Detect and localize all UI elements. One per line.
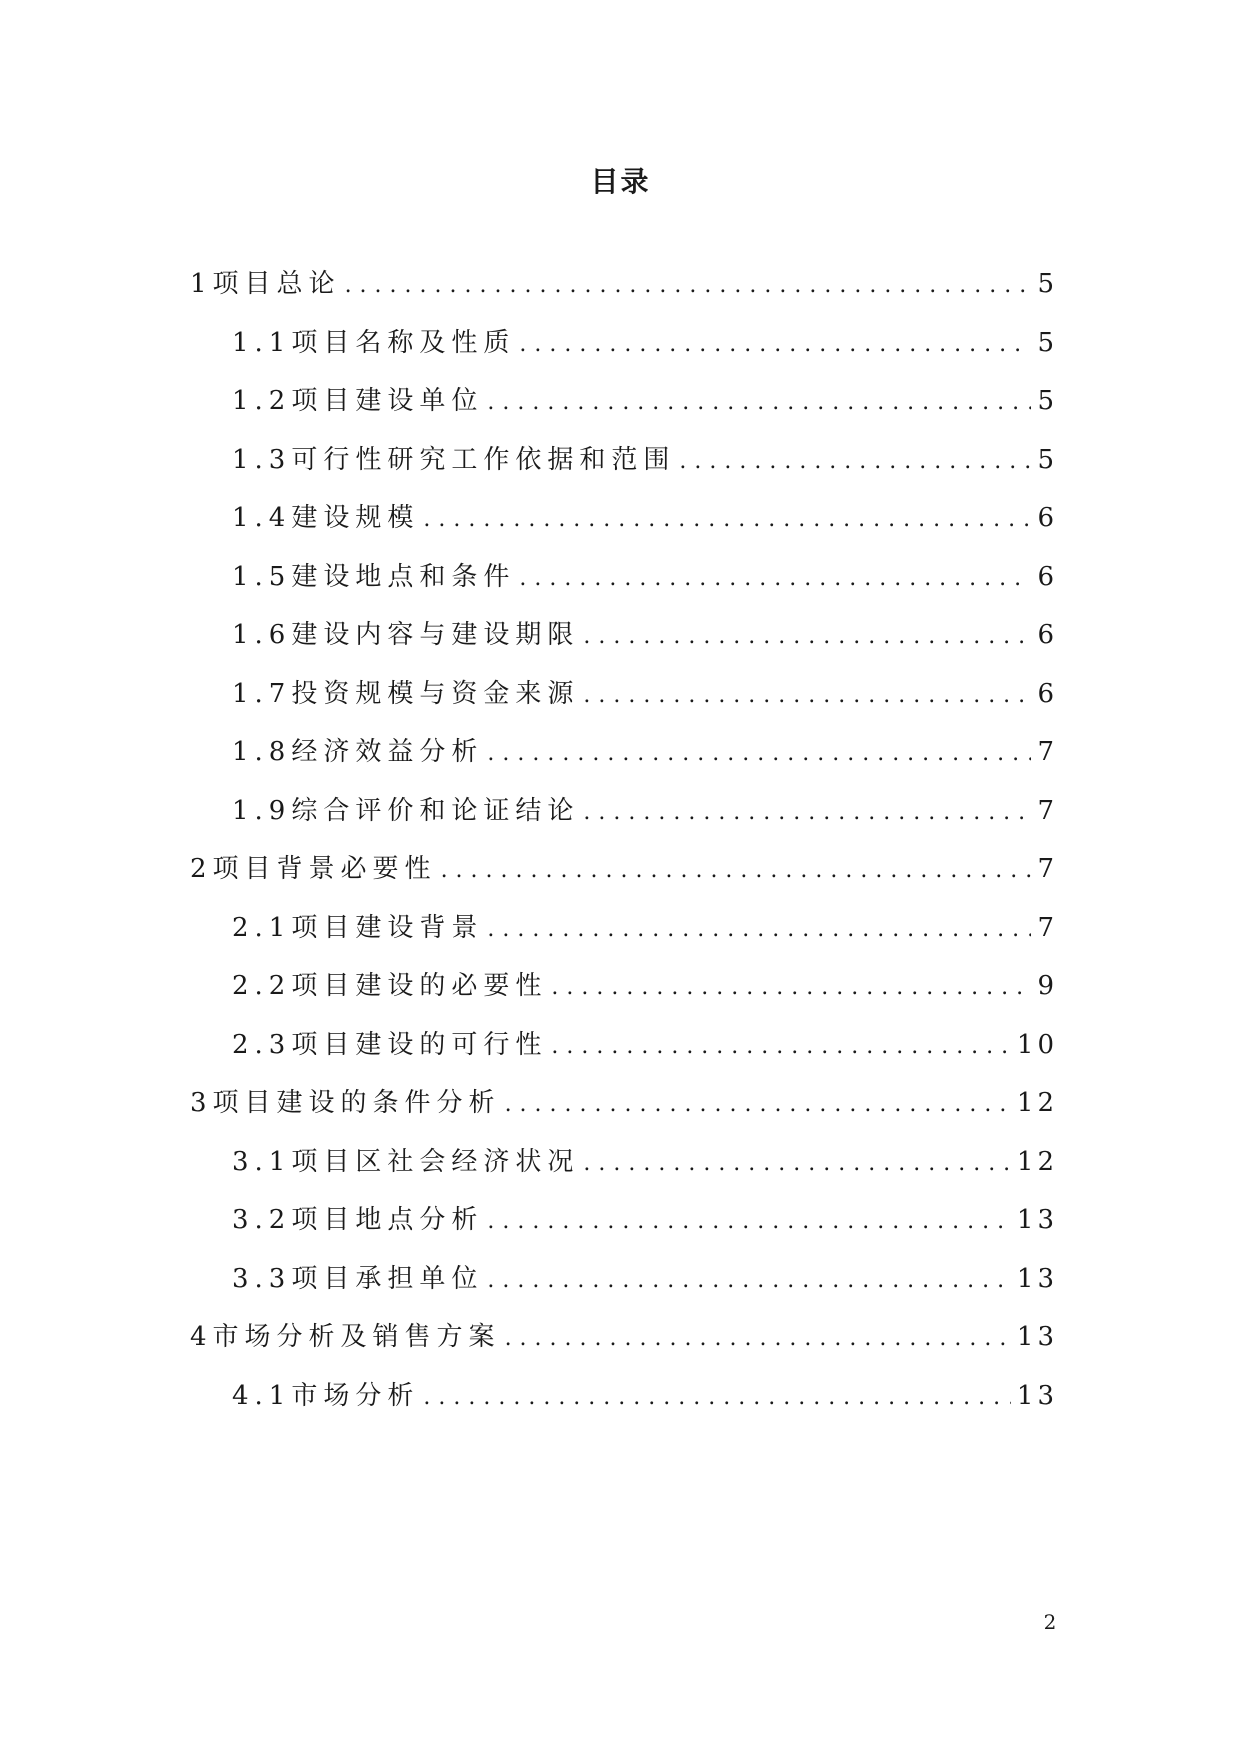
toc-dot-leader xyxy=(505,1319,1011,1359)
toc-entry[interactable] xyxy=(232,674,1058,714)
toc-dot-leader xyxy=(505,1085,1011,1125)
toc-entry-label: 项目背景必要性 xyxy=(212,854,437,884)
toc-entry-page: 13 xyxy=(1016,1205,1058,1235)
toc-entry-page: 5 xyxy=(1037,386,1058,416)
toc-entry[interactable] xyxy=(232,1376,1058,1416)
toc-entry[interactable] xyxy=(232,966,1058,1006)
toc-entry[interactable] xyxy=(232,440,1058,480)
toc-entry[interactable] xyxy=(232,323,1058,363)
toc-entry-label: 项目建设背景 xyxy=(291,913,484,943)
toc-entry-number: 2.3 xyxy=(232,1030,292,1060)
toc-entry-page: 12 xyxy=(1016,1147,1058,1177)
toc-entry-page: 5 xyxy=(1037,269,1058,299)
toc-dot-leader xyxy=(487,383,1031,423)
toc-entry-number: 3.1 xyxy=(232,1147,292,1177)
toc-entry-number: 1.9 xyxy=(232,796,292,826)
toc-entry-label: 项目建设的可行性 xyxy=(291,1030,548,1060)
toc-entry-page: 7 xyxy=(1037,737,1058,767)
toc-entry[interactable] xyxy=(232,1200,1058,1240)
toc-dot-leader xyxy=(583,676,1031,716)
toc-entry-number: 1.3 xyxy=(232,445,292,475)
toc-dot-leader xyxy=(487,910,1031,950)
toc-entry-number: 4.1 xyxy=(232,1381,292,1411)
toc-entry-label: 项目总论 xyxy=(212,269,341,299)
toc-entry-page: 6 xyxy=(1037,562,1058,592)
toc-entry-page: 7 xyxy=(1037,796,1058,826)
toc-dot-leader xyxy=(487,1202,1011,1242)
toc-entry[interactable] xyxy=(232,1259,1058,1299)
toc-entry-label: 可行性研究工作依据和范围 xyxy=(291,445,676,475)
toc-entry[interactable] xyxy=(232,381,1058,421)
toc-entry-page: 5 xyxy=(1037,328,1058,358)
toc-entry-number: 2 xyxy=(190,854,213,884)
toc-entry-number: 3 xyxy=(190,1088,213,1118)
toc-entry-page: 13 xyxy=(1016,1264,1058,1294)
toc-entry-number: 1.4 xyxy=(232,503,292,533)
toc-entry-label: 项目承担单位 xyxy=(291,1264,484,1294)
toc-dot-leader xyxy=(551,968,1031,1008)
toc-entry[interactable] xyxy=(232,908,1058,948)
toc-entry-label: 项目建设的条件分析 xyxy=(212,1088,501,1118)
toc-dot-leader xyxy=(519,325,1031,365)
toc-dot-leader xyxy=(345,266,1032,306)
toc-entry[interactable] xyxy=(190,849,1058,889)
toc-entry-number: 3.2 xyxy=(232,1205,292,1235)
toc-entry-page: 5 xyxy=(1037,445,1058,475)
toc-entry-page: 6 xyxy=(1037,503,1058,533)
toc-entry[interactable] xyxy=(190,1317,1058,1357)
toc-entry-label: 项目建设单位 xyxy=(291,386,484,416)
toc-entry-label: 投资规模与资金来源 xyxy=(291,679,580,709)
toc-entry-number: 3.3 xyxy=(232,1264,292,1294)
toc-entry-page: 7 xyxy=(1037,913,1058,943)
toc-entry[interactable] xyxy=(190,264,1058,304)
toc-entry[interactable] xyxy=(232,791,1058,831)
toc-entry-label: 建设内容与建设期限 xyxy=(291,620,580,650)
toc-entry[interactable] xyxy=(232,615,1058,655)
toc-entry-label: 经济效益分析 xyxy=(291,737,484,767)
toc-dot-leader xyxy=(519,559,1031,599)
toc-dot-leader xyxy=(441,851,1032,891)
toc-entry-label: 市场分析 xyxy=(291,1381,420,1411)
toc-entry-number: 1.6 xyxy=(232,620,292,650)
toc-entry-page: 9 xyxy=(1037,971,1058,1001)
toc-entry-number: 1.1 xyxy=(232,328,292,358)
toc-entry-label: 建设规模 xyxy=(291,503,420,533)
toc-entry[interactable] xyxy=(232,732,1058,772)
toc-entry-page: 6 xyxy=(1037,679,1058,709)
toc-entry-page: 7 xyxy=(1037,854,1058,884)
page-title: 目录 xyxy=(590,165,651,198)
toc-dot-leader xyxy=(583,1144,1011,1184)
toc-dot-leader xyxy=(423,500,1031,540)
toc-dot-leader xyxy=(583,617,1031,657)
toc-entry[interactable] xyxy=(232,1142,1058,1182)
toc-dot-leader xyxy=(487,1261,1011,1301)
toc-entry-page: 13 xyxy=(1016,1322,1058,1352)
toc-dot-leader xyxy=(423,1378,1011,1418)
toc-entry-number: 1.5 xyxy=(232,562,292,592)
toc-entry[interactable] xyxy=(190,1083,1058,1123)
toc-entry[interactable] xyxy=(232,557,1058,597)
toc-entry[interactable] xyxy=(232,1025,1058,1065)
toc-entry-number: 1.2 xyxy=(232,386,292,416)
toc-entry-number: 2.2 xyxy=(232,971,292,1001)
toc-entry-number: 4 xyxy=(190,1322,213,1352)
toc-entry-number: 1.7 xyxy=(232,679,292,709)
toc-dot-leader xyxy=(487,734,1031,774)
page-number: 2 xyxy=(1043,1610,1057,1634)
toc-entry-number: 1.8 xyxy=(232,737,292,767)
toc-entry-page: 12 xyxy=(1016,1088,1058,1118)
toc-entry-label: 项目区社会经济状况 xyxy=(291,1147,580,1177)
toc-entry-label: 建设地点和条件 xyxy=(291,562,516,592)
toc-entry-label: 市场分析及销售方案 xyxy=(212,1322,501,1352)
toc-entry-label: 综合评价和论证结论 xyxy=(291,796,580,826)
toc-entry[interactable] xyxy=(232,498,1058,538)
toc-entry-number: 1 xyxy=(190,269,213,299)
toc-dot-leader xyxy=(583,793,1031,833)
toc-dot-leader xyxy=(679,442,1031,482)
toc-entry-page: 6 xyxy=(1037,620,1058,650)
toc-entry-label: 项目地点分析 xyxy=(291,1205,484,1235)
toc-entry-page: 13 xyxy=(1016,1381,1058,1411)
toc-entry-number: 2.1 xyxy=(232,913,292,943)
toc-dot-leader xyxy=(551,1027,1011,1067)
toc-entry-label: 项目名称及性质 xyxy=(291,328,516,358)
toc-entry-label: 项目建设的必要性 xyxy=(291,971,548,1001)
toc-entry-page: 10 xyxy=(1016,1030,1058,1060)
